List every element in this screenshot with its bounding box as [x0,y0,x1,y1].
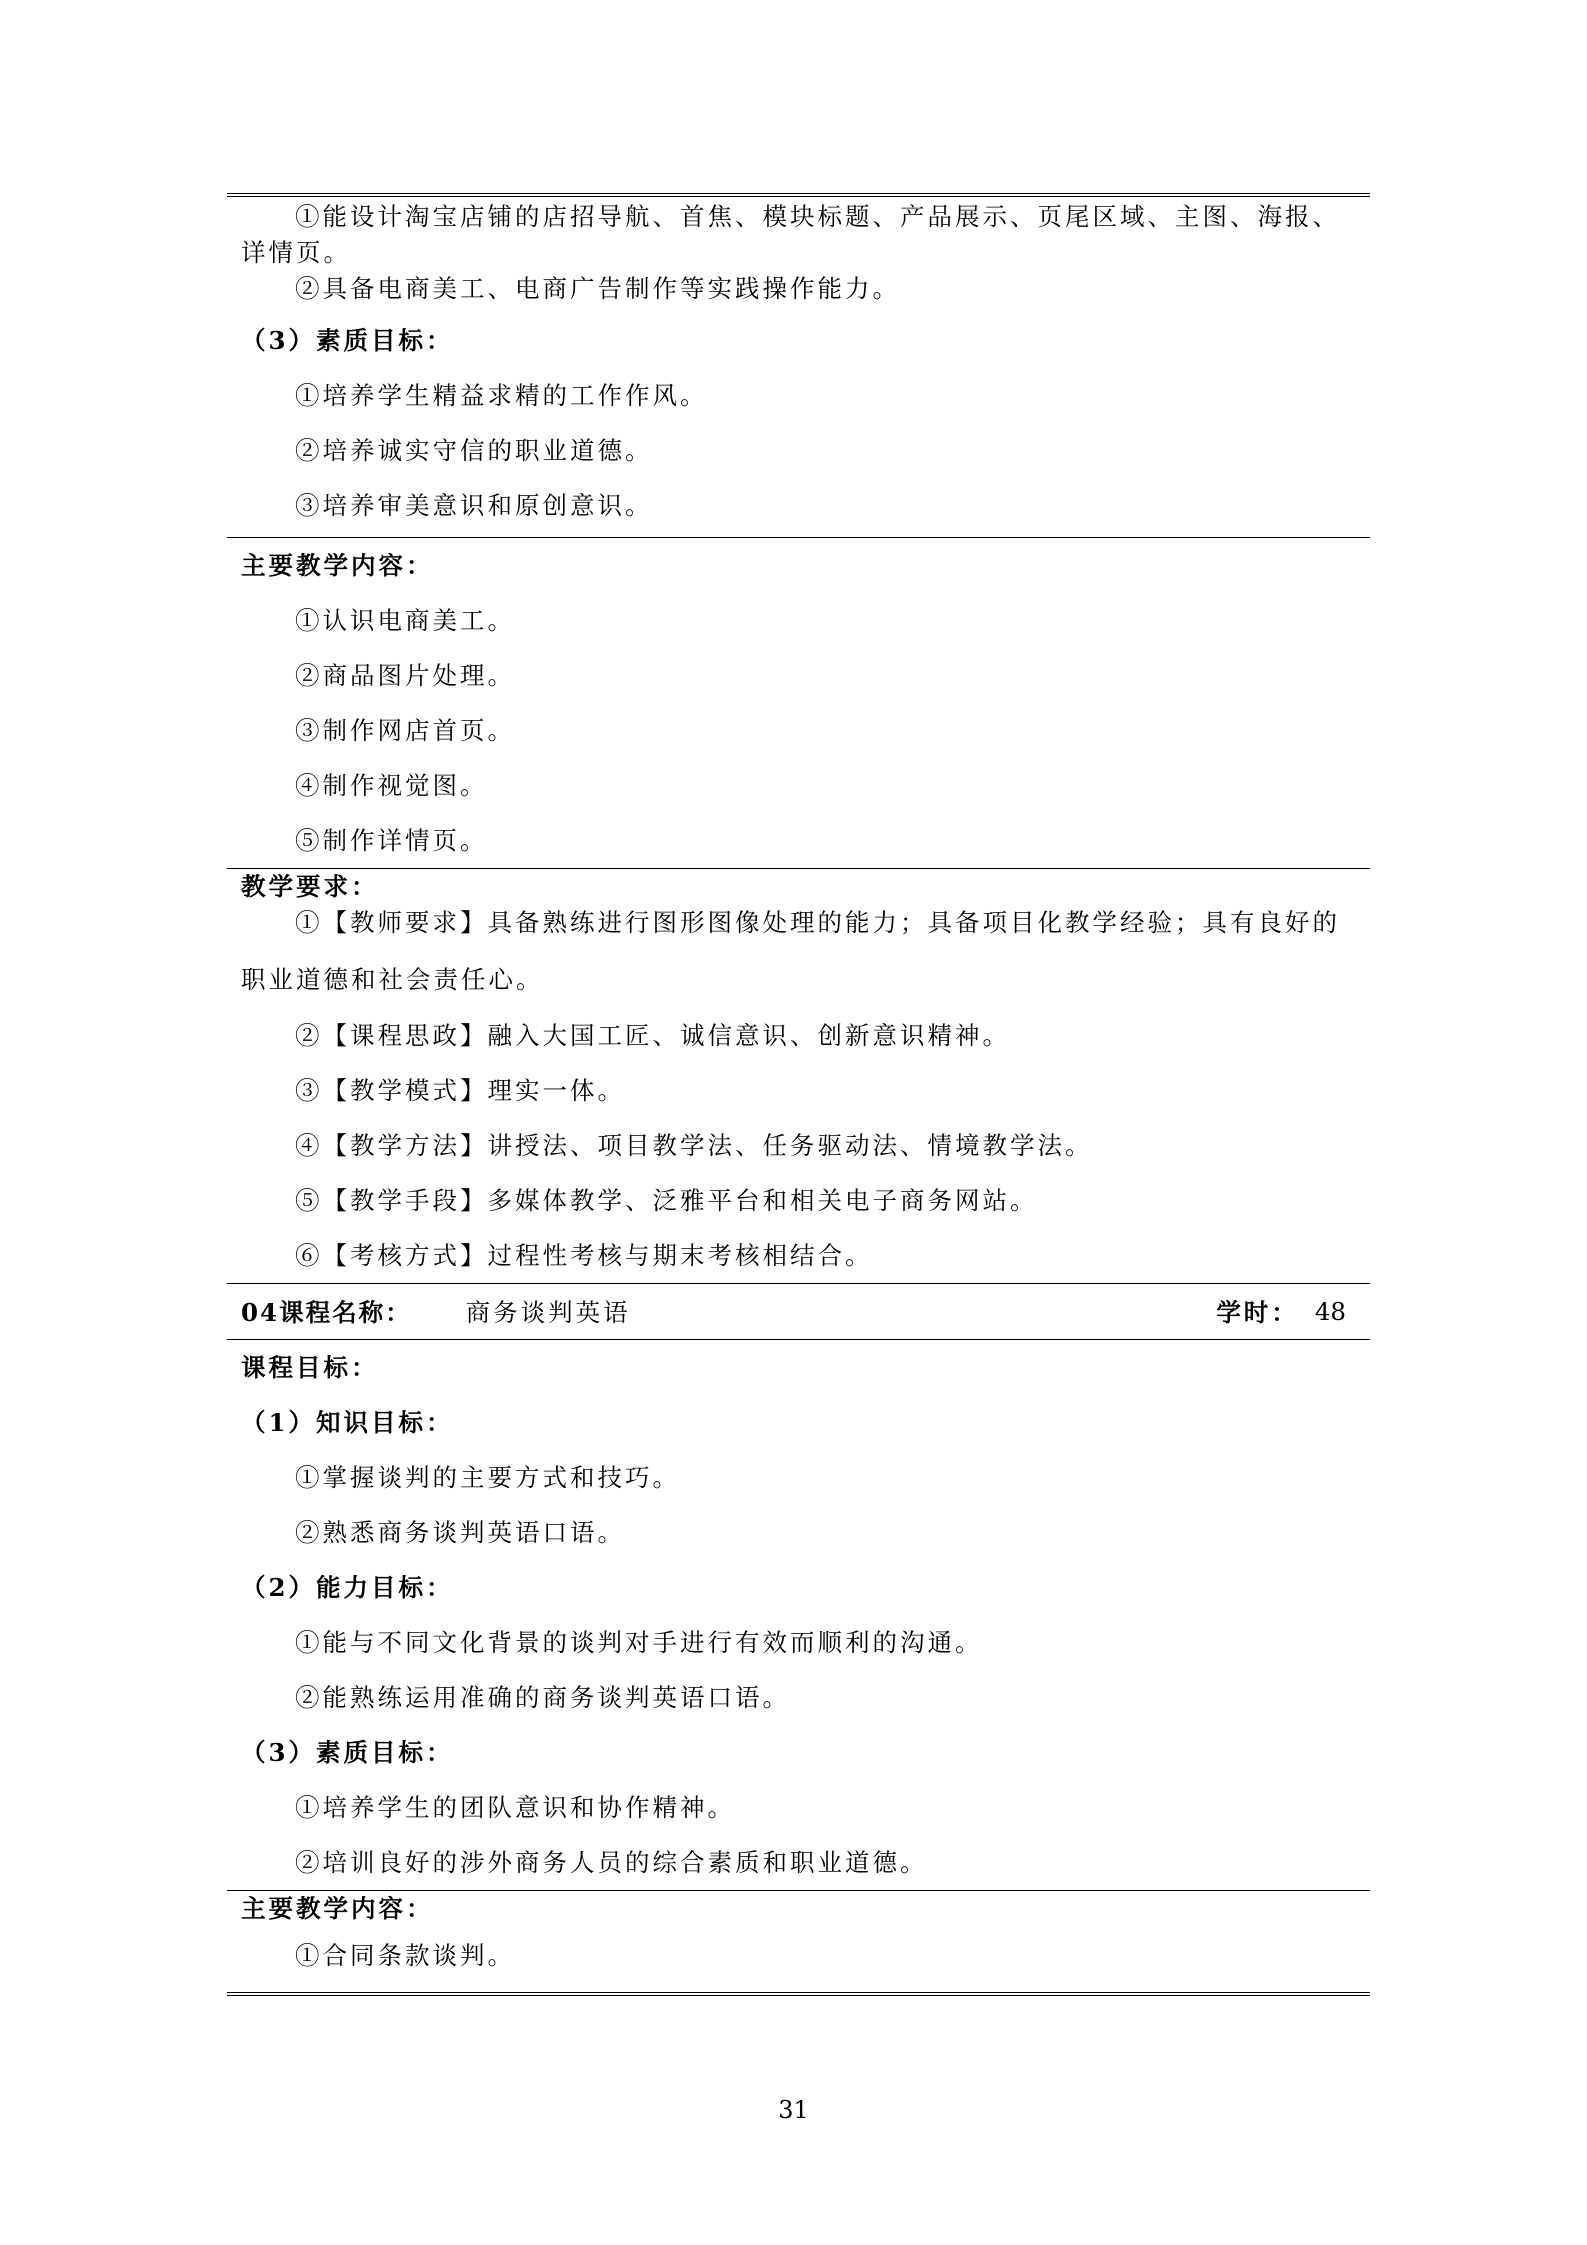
content-item: ③制作网店首页。 [295,716,515,745]
quality-item: ②培养诚实守信的职业道德。 [295,436,653,465]
hours-label: 学时： [1216,1298,1299,1327]
main-content-section-2 [227,1891,1370,1984]
ability-item: ②能熟练运用准确的商务谈判英语口语。 [295,1683,790,1712]
hours-value: 48 [1314,1297,1346,1326]
content-item: ②商品图片处理。 [295,661,515,690]
requirement-item: ③【教学模式】理实一体。 [295,1076,625,1105]
quality-item: ①培养学生精益求精的工作作风。 [295,381,708,410]
course-name: 商务谈判英语 [465,1298,631,1327]
requirement-item: ①【教师要求】具备熟练进行图形图像处理的能力；具备项目化教学经验；具有良好的 [295,908,1340,937]
quality-item: ③培养审美意识和原创意识。 [295,491,653,520]
knowledge-item: ②熟悉商务谈判英语口语。 [295,1518,625,1547]
ability-item: ①能设计淘宝店铺的店招导航、首焦、模块标题、产品展示、页尾区域、主图、海报、 [295,202,1340,231]
teaching-requirements-heading: 教学要求： [241,872,379,901]
requirement-item-wrap: 职业道德和社会责任心。 [241,965,544,994]
course-table [227,193,1370,1996]
main-content-heading: 主要教学内容： [241,551,434,580]
content-item: ④制作视觉图。 [295,771,488,800]
quality-goals-heading: （3）素质目标： [241,1738,454,1767]
course-goals-section [227,1340,1370,1890]
quality-goals-heading: （3）素质目标： [241,326,454,355]
ability-item-wrap: 详情页。 [241,238,351,267]
main-content-heading: 主要教学内容： [241,1894,434,1923]
requirement-item: ②【课程思政】融入大国工匠、诚信意识、创新意识精神。 [295,1021,1010,1050]
table-top-border [227,193,1370,197]
requirement-item: ⑥【考核方式】过程性考核与期末考核相结合。 [295,1241,873,1270]
content-item: ①合同条款谈判。 [295,1941,515,1970]
ability-item: ②具备电商美工、电商广告制作等实践操作能力。 [295,274,900,303]
requirement-item: ⑤【教学手段】多媒体教学、泛雅平台和相关电子商务网站。 [295,1186,1038,1215]
content-item: ①认识电商美工。 [295,606,515,635]
ability-goals-heading: （2）能力目标： [241,1573,454,1602]
ability-section-continued [227,199,1370,533]
quality-item: ①培养学生的团队意识和协作精神。 [295,1793,735,1822]
content-item: ⑤制作详情页。 [295,826,488,855]
knowledge-item: ①掌握谈判的主要方式和技巧。 [295,1463,680,1492]
course-04-header-row [227,1284,1370,1339]
course-code-label: 04课程名称： [241,1298,412,1327]
teaching-requirements-section [227,869,1370,1283]
course-goals-heading: 课程目标： [241,1353,379,1382]
requirement-item: ④【教学方法】讲授法、项目教学法、任务驱动法、情境教学法。 [295,1131,1093,1160]
table-bottom-border [227,1992,1370,1996]
knowledge-goals-heading: （1）知识目标： [241,1408,454,1437]
ability-item: ①能与不同文化背景的谈判对手进行有效而顺利的沟通。 [295,1628,983,1657]
quality-item: ②培训良好的涉外商务人员的综合素质和职业道德。 [295,1848,928,1877]
page-number: 31 [778,2096,809,2124]
main-content-section [227,538,1370,868]
